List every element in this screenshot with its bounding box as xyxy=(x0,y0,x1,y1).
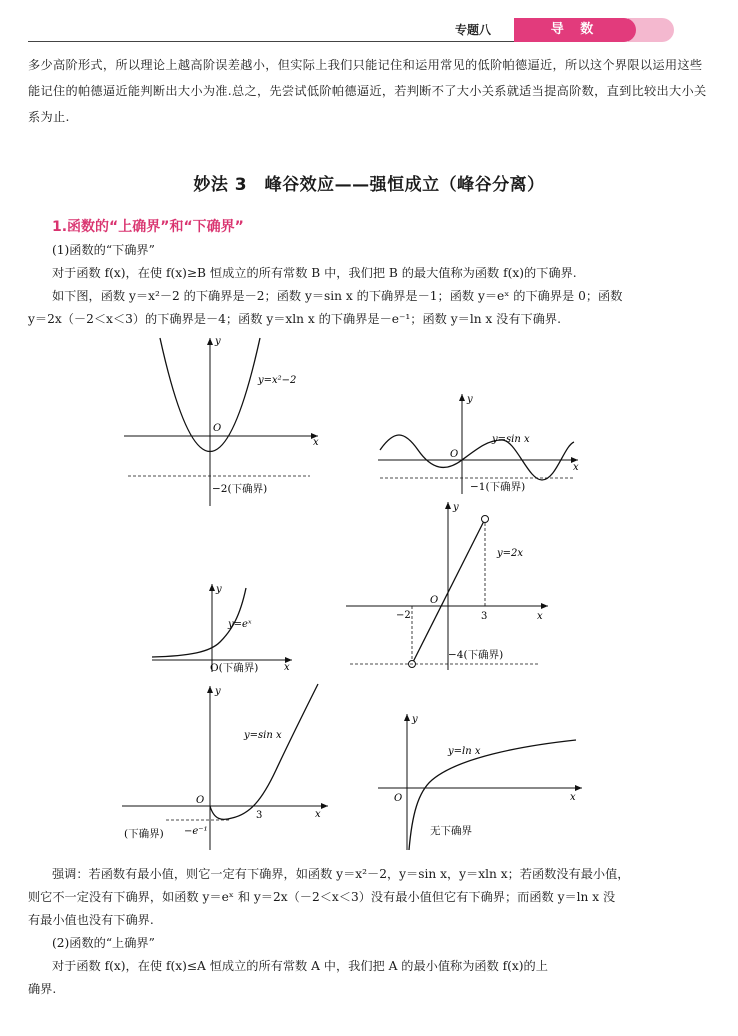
subheading-supremum: (2)函数的“上确界” xyxy=(52,936,155,950)
origin-label: O xyxy=(196,795,205,806)
graph-linear xyxy=(346,502,548,670)
origin-label: O xyxy=(213,423,222,434)
y-label: y xyxy=(453,502,459,513)
intro-paragraph: 多少高阶形式，所以理论上越高阶误差越小，但实际上我们只能记住和运用常见的低阶帕德逼近，所以这个界限以运用这些能记住的帕德逼近能判断出大小为准.总之，先尝试低阶帕德逼近，若判断不了大小关系就适当提高阶数，直到比较出大小关系为止. xyxy=(28,58,707,124)
supremum-definition-2: 确界. xyxy=(28,982,57,996)
graph-exponential xyxy=(152,584,292,674)
curve-label: y=ln x xyxy=(448,746,481,757)
graph-ln xyxy=(378,714,582,850)
infimum-label: −2(下确界) xyxy=(212,483,268,495)
header-rule xyxy=(28,41,514,42)
tick-3: 3 xyxy=(481,611,488,622)
infimum-label: −4(下确界) xyxy=(448,649,504,661)
graph-sine xyxy=(378,394,579,494)
y-label: y xyxy=(412,714,418,725)
xlnx-curve xyxy=(210,684,318,819)
chapter-label: 专题八 xyxy=(455,23,492,37)
function-graphs xyxy=(0,330,738,850)
origin-label: O xyxy=(430,595,439,606)
y-label: y xyxy=(215,336,221,347)
x-label: x xyxy=(315,809,321,820)
tick-neg2: −2 xyxy=(396,610,411,621)
emphasis-line-1 xyxy=(52,864,629,885)
x-label: x xyxy=(537,611,543,622)
origin-label: O xyxy=(394,793,403,804)
infimum-label: (下确界) xyxy=(124,828,164,840)
emphasis-text-1: 强调：若函数有最小值，则它一定有下确界，如函数 y＝x²－2，y＝sin x，y＝xln x；若函数没有最小值， xyxy=(52,867,630,881)
page-header xyxy=(0,18,738,42)
origin-label: O(下确界) xyxy=(210,662,259,674)
examples-line-1: 如下图，函数 y＝x²－2 的下确界是－2；函数 y＝sin x 的下确界是－1；函数 y＝eˣ 的下确界是 0；函数 xyxy=(52,289,623,303)
emphasis-line-3: 有最小值也没有下确界. xyxy=(28,913,154,927)
curve-label: y=sin x xyxy=(492,434,530,445)
y-label: y xyxy=(467,394,473,405)
curve-label: y=x²−2 xyxy=(258,375,297,386)
chapter-tab: 导 数 xyxy=(514,18,636,42)
origin-label: O xyxy=(450,449,459,460)
sine-curve xyxy=(380,435,574,480)
section-heading: 1.函数的“上确界”和“下确界” xyxy=(52,219,244,235)
supremum-definition-1: 对于函数 f(x)，在使 f(x)≤A 恒成立的所有常数 A 中，我们把 A 的最小值称为函数 f(x)的上 xyxy=(52,959,548,973)
emphasis-line-2: 则它不一定没有下确界，如函数 y＝eˣ 和 y＝2x（－2＜x＜3）没有最小值但它有下确界；而函数 y＝ln x 没 xyxy=(28,890,616,904)
curve-label: y=eˣ xyxy=(228,619,252,630)
x-label: x xyxy=(573,462,579,473)
infimum-label: −1(下确界) xyxy=(470,481,526,493)
y-label: y xyxy=(215,686,221,697)
examples-line-2: y＝2x（－2＜x＜3）的下确界是－4；函数 y＝xln x 的下确界是－e⁻¹；函数 y＝ln x 没有下确界. xyxy=(28,312,561,326)
x-label: x xyxy=(570,792,576,803)
x-label: x xyxy=(313,437,319,448)
tick-3: 3 xyxy=(256,810,263,821)
subheading-infimum: (1)函数的“下确界” xyxy=(52,243,155,257)
curve-label: y=sin x xyxy=(244,730,282,741)
infimum-value: −e⁻¹ xyxy=(184,826,208,837)
graph-parabola xyxy=(124,336,319,506)
y-label: y xyxy=(216,584,222,595)
graph-xlnx xyxy=(122,684,328,850)
no-infimum-label: 无下确界 xyxy=(430,825,472,837)
x-label: x xyxy=(284,662,290,673)
method-title: 妙法 3 峰谷效应——强恒成立（峰谷分离） xyxy=(193,175,545,195)
open-endpoint-right xyxy=(482,516,489,523)
infimum-definition: 对于函数 f(x)，在使 f(x)≥B 恒成立的所有常数 B 中，我们把 B 的最大值称为函数 f(x)的下确界. xyxy=(52,266,577,280)
curve-label: y=2x xyxy=(497,548,524,559)
